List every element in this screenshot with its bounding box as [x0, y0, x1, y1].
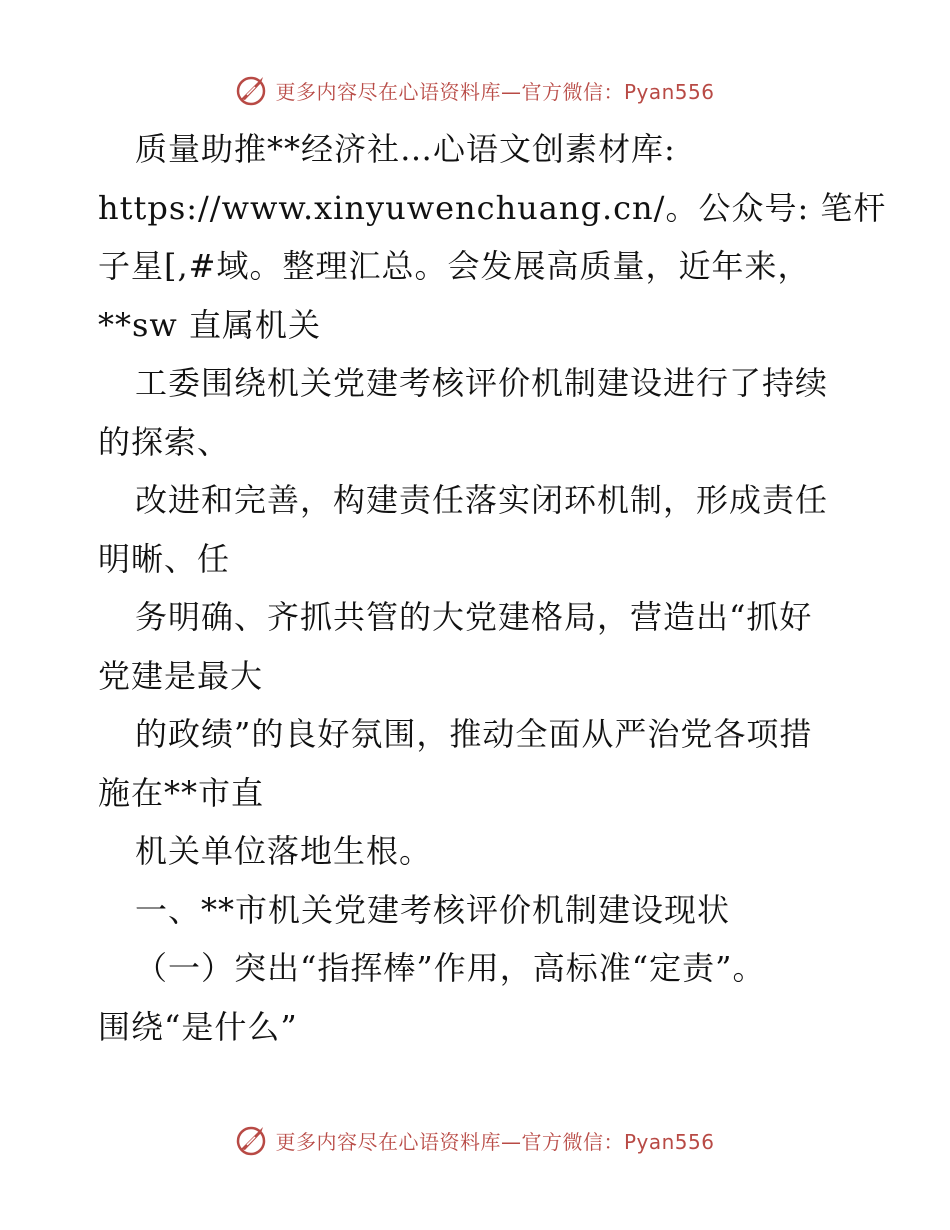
body-line: 质量助推**经济社…心语文创素材库:	[135, 130, 676, 168]
document-body	[98, 120, 887, 1056]
body-line: 围绕“是什么”	[98, 1007, 298, 1046]
subsection-heading: （一）突出“指挥棒”作用，高标准“定责”。	[135, 949, 766, 987]
body-line: 子星[,#域。整理汇总。会发展高质量，近年来，	[98, 247, 811, 285]
body-line: 的探索、	[98, 422, 231, 461]
footer-banner-text: 更多内容尽在心语资料库—官方微信：Pyan556	[275, 1129, 715, 1154]
body-line: **sw 直属机关	[98, 305, 321, 344]
body-line: 明晰、任	[98, 539, 231, 578]
body-line: 党建是最大	[98, 656, 264, 695]
quill-pen-logo-icon	[235, 73, 269, 107]
body-line: https://www.xinyuwenchuang.cn/。公众号: 笔杆	[98, 188, 887, 227]
body-line: 务明确、齐抓共管的大党建格局，营造出“抓好	[135, 598, 813, 636]
header-banner-text: 更多内容尽在心语资料库—官方微信：Pyan556	[275, 79, 715, 104]
body-line: 的政绩”的良好氛围，推动全面从严治党各项措	[135, 715, 813, 753]
body-line: 改进和完善，构建责任落实闭环机制，形成责任	[135, 481, 829, 519]
header-banner	[0, 70, 950, 110]
footer-banner	[0, 1120, 950, 1160]
body-line: 施在**市直	[98, 773, 265, 812]
body-line: 工委围绕机关党建考核评价机制建设进行了持续	[135, 364, 829, 402]
quill-pen-logo-icon	[235, 1123, 269, 1157]
body-line: 机关单位落地生根。	[135, 832, 433, 870]
section-heading: 一、**市机关党建考核评价机制建设现状	[135, 890, 731, 929]
